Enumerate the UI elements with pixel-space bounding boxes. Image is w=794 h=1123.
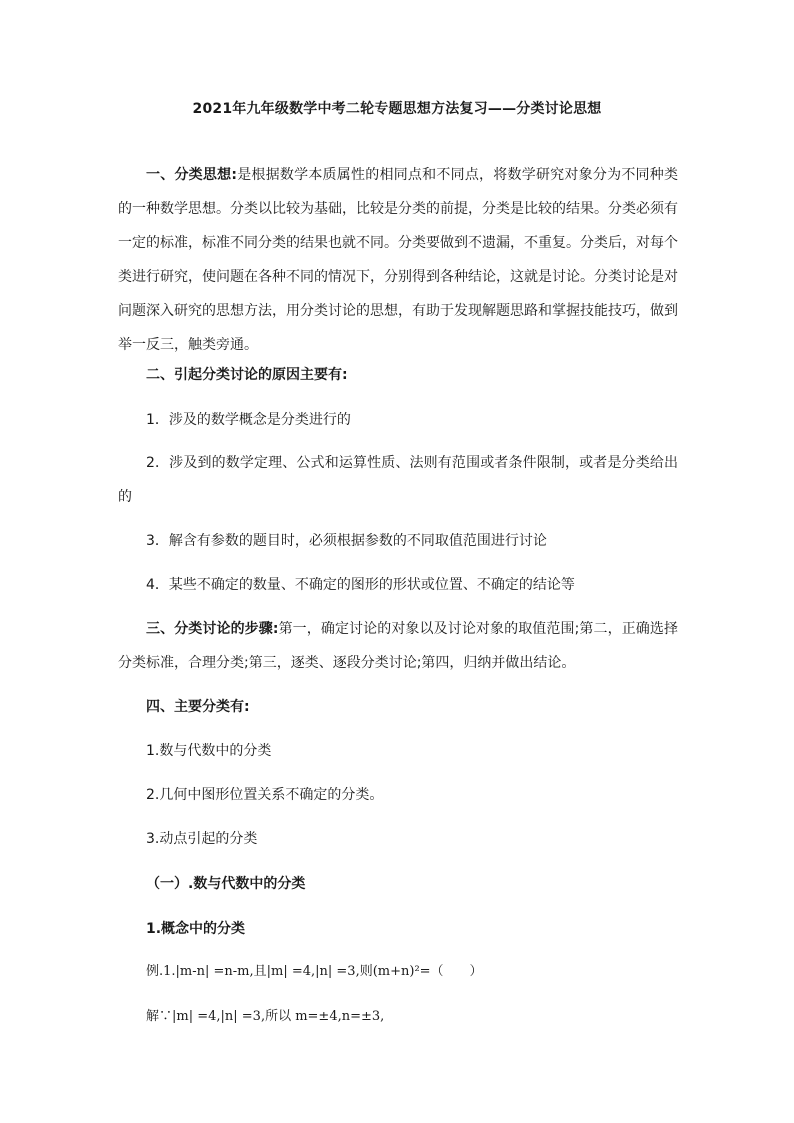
section-4-item-1: 1.数与代数中的分类 — [146, 743, 272, 759]
section-3-body: 第一，确定讨论的对象以及讨论对象的取值范围;第二，正确选择分类标准，合理分类;第三，逐类、逐段分类讨论;第四，归纳并做出结论。 — [118, 621, 678, 671]
section-2-item-4: 4．某些不确定的数量、不确定的图形的形状或位置、不确定的结论等 — [146, 577, 575, 593]
section-3-paragraph — [118, 612, 678, 680]
section-1-body: 是根据数学本质属性的相同点和不同点，将数学研究对象分为不同种类的一种数学思想。分类以比较为基础，比较是分类的前提，分类是比较的结果。分类必须有一定的标准，标准不同分类的结果也就不同。分类要做到不遗漏，不重复。分类后，对每个类进行研究，使问题在各种不同的情况下，分别得到各种结论，这就是讨论。分类讨论是对问题深入研究的思想方法，用分类讨论的思想，有助于发现解题思路和掌握技能技巧，做到举一反三，触类旁通。 — [118, 167, 678, 353]
section-4-heading: 四、主要分类有: — [146, 699, 250, 715]
document-title: 2021年九年级数学中考二轮专题思想方法复习——分类讨论思想 — [192, 101, 602, 117]
section-2-item-1: 1．涉及的数学概念是分类进行的 — [146, 412, 351, 428]
section-2-item-2: 2．涉及到的数学定理、公式和运算性质、法则有范围或者条件限制，或者是分类给出的 — [118, 455, 678, 505]
solution-1: 解∵|m| =4,|n| =3,所以 m=±4,n=±3, — [146, 1009, 385, 1024]
section-3-heading: 三、分类讨论的步骤: — [146, 621, 279, 637]
subsection-1-heading: 1.概念中的分类 — [146, 921, 246, 937]
section-1-heading: 一、分类思想: — [146, 167, 237, 183]
part-1-heading: （一）.数与代数中的分类 — [146, 876, 306, 892]
section-4-item-3: 3.动点引起的分类 — [146, 831, 258, 847]
section-1-paragraph — [118, 158, 678, 362]
section-4-item-2: 2.几何中图形位置关系不确定的分类。 — [146, 787, 384, 803]
section-2-heading: 二、引起分类讨论的原因主要有: — [146, 367, 348, 383]
section-2-item-3: 3．解含有参数的题目时，必须根据参数的不同取值范围进行讨论 — [146, 533, 547, 549]
example-1: 例.1.|m-n| =n-m,且|m| =4,|n| =3,则(m+n)²=（ ） — [146, 964, 483, 979]
